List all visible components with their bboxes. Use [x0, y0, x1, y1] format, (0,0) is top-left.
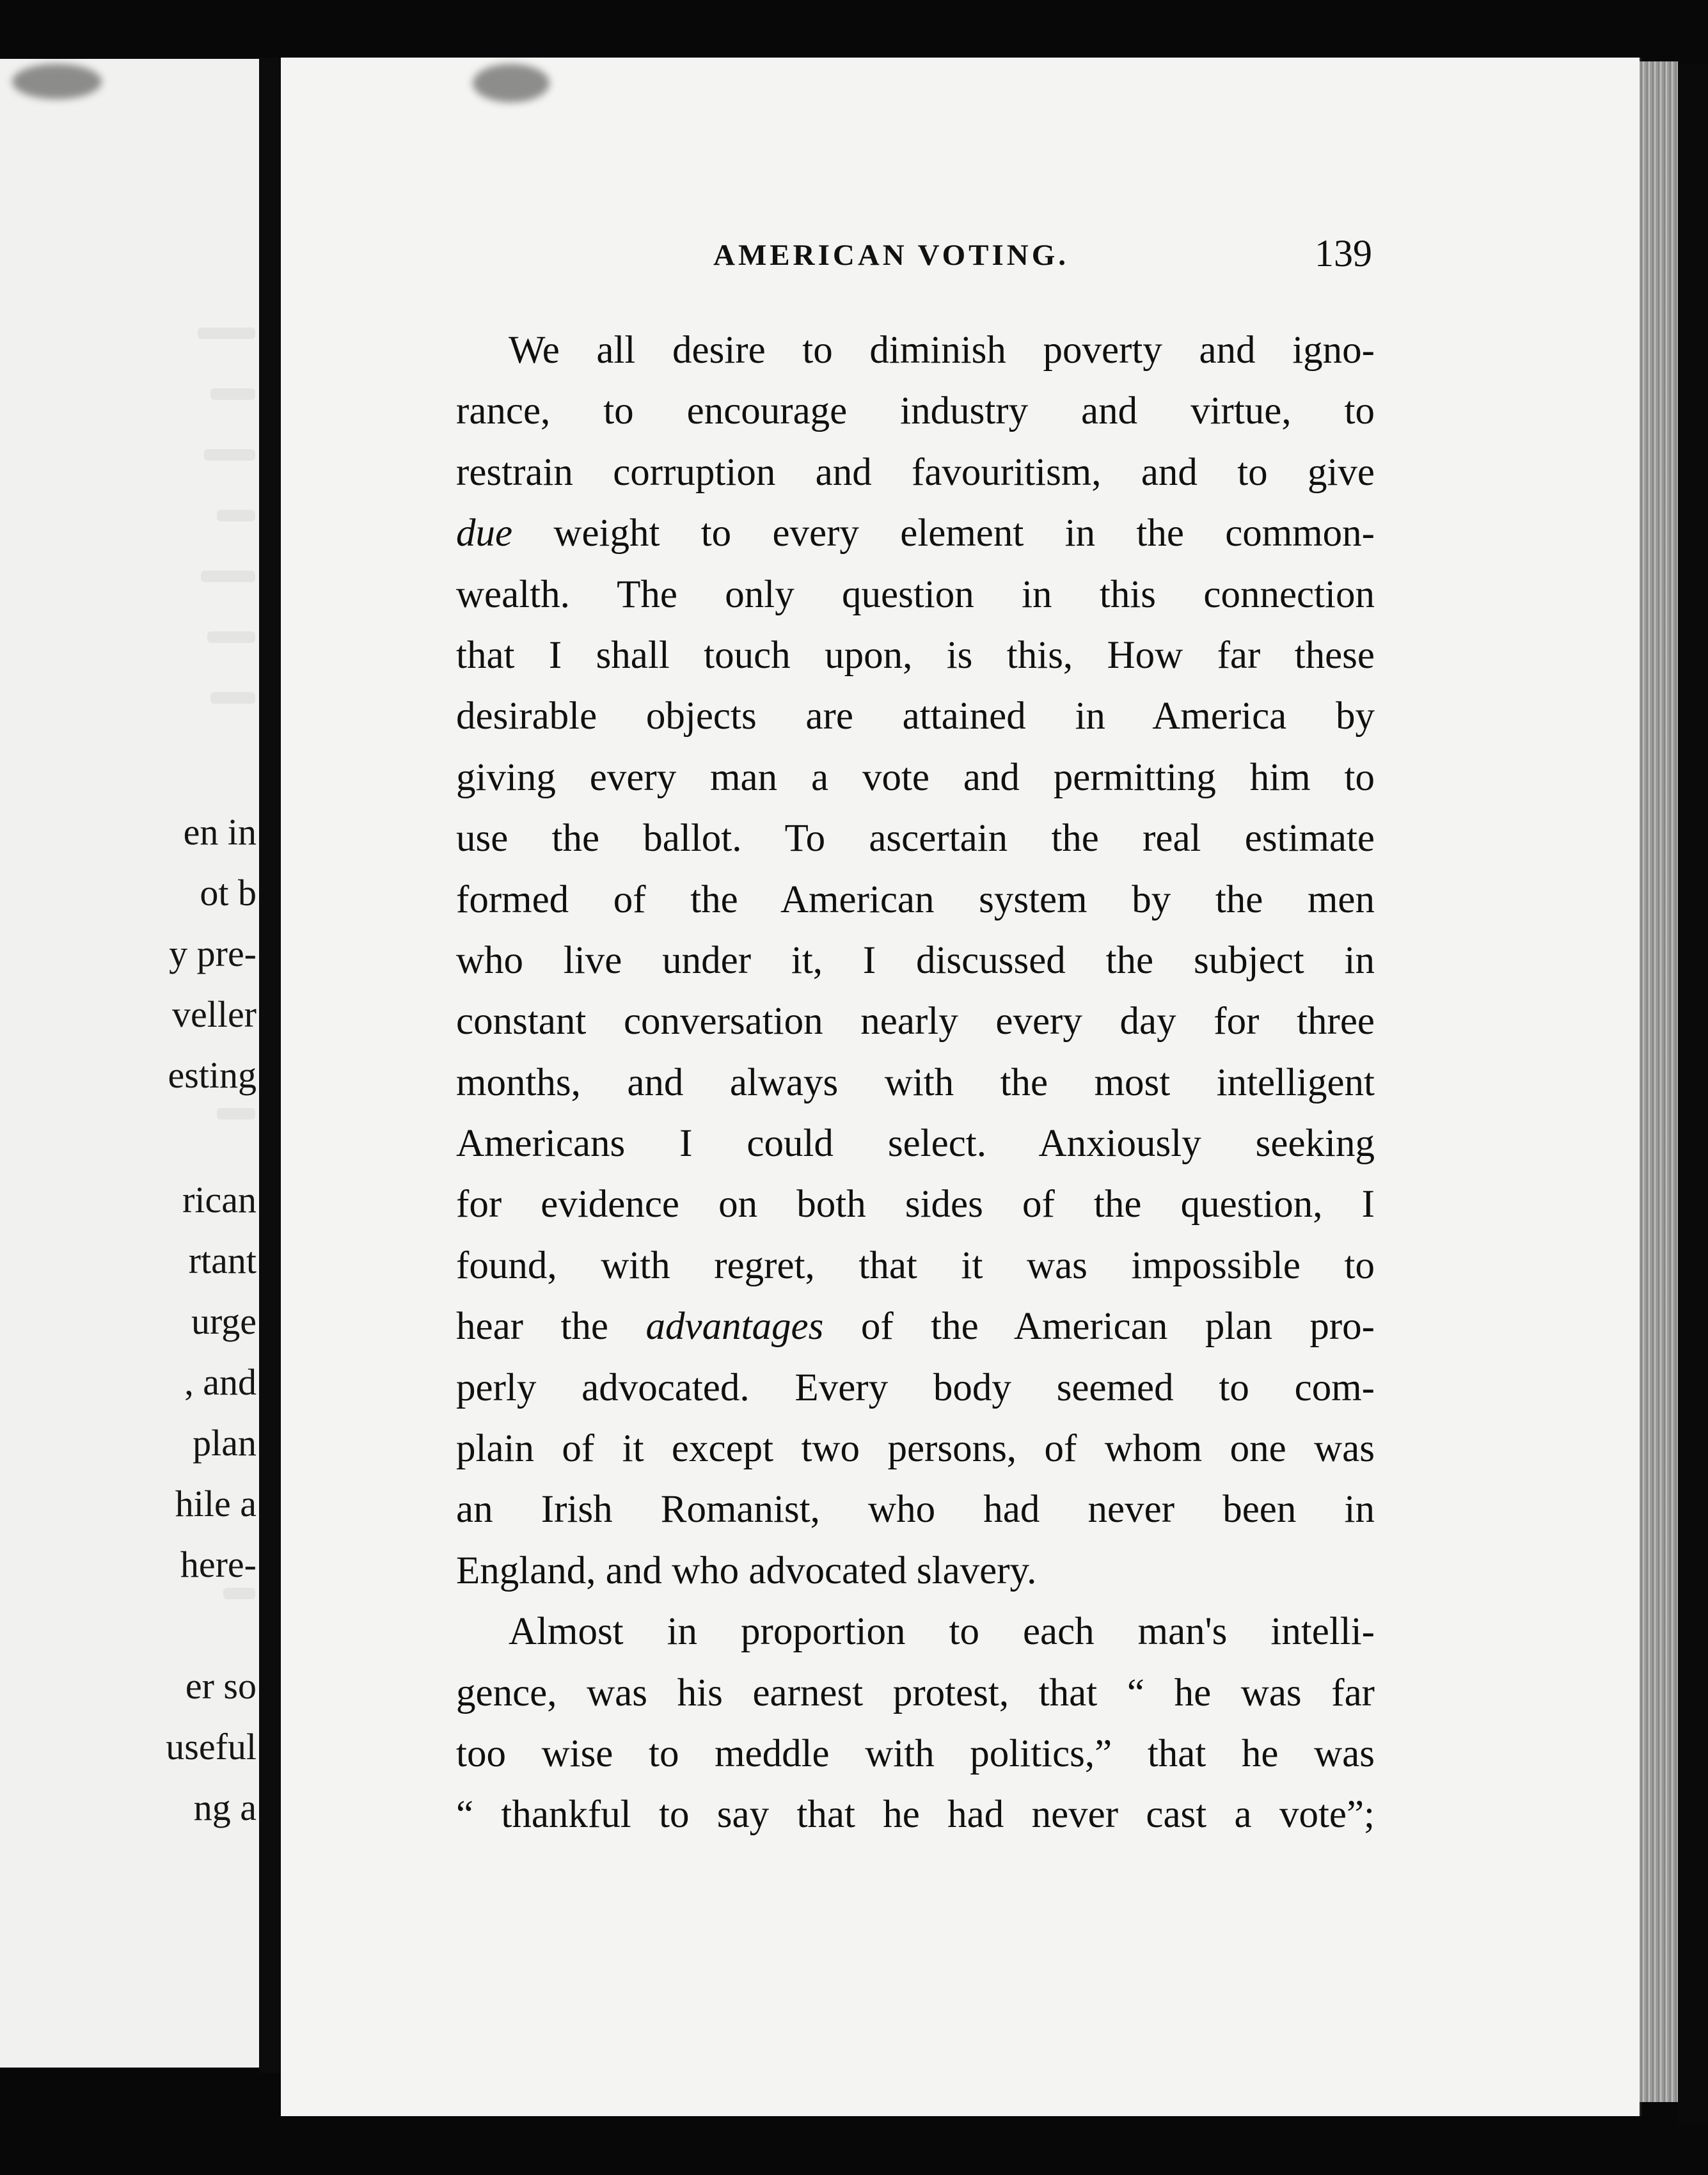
text-line: too wise to meddle with politics,” that he was — [456, 1732, 1375, 1775]
left-page-line: urge — [191, 1301, 257, 1342]
italic-word: due — [456, 512, 513, 555]
text-line: “ thankful to say that he had never cast a vote”; — [456, 1793, 1375, 1837]
text-line: constant conversation nearly every day for three — [456, 1000, 1375, 1043]
left-page-line: ng a — [193, 1787, 257, 1828]
ink-smudge — [12, 64, 102, 99]
body-text — [456, 320, 1375, 1846]
text-span: of the American plan pro- — [823, 1305, 1375, 1348]
text-line: England, and who advocated slavery. — [456, 1549, 1037, 1592]
faded-text-trace — [217, 510, 255, 521]
text-line: for evidence on both sides of the question, I — [456, 1183, 1375, 1226]
text-line: formed of the American system by the men — [456, 878, 1375, 921]
text-line: gence, was his earnest protest, that “ he was far — [456, 1671, 1375, 1714]
faded-text-trace — [210, 388, 255, 400]
scan-border — [1678, 64, 1708, 2124]
faded-text-trace — [217, 1108, 255, 1119]
page-number: 139 — [1315, 232, 1372, 274]
italic-word: advantages — [645, 1305, 824, 1348]
text-line: giving every man a vote and permitting him to — [456, 755, 1375, 799]
faded-text-trace — [207, 631, 255, 643]
faded-text-trace — [201, 571, 255, 582]
text-line: use the ballot. To ascertain the real estimate — [456, 817, 1375, 860]
text-line: who live under it, I discussed the subject in — [456, 938, 1375, 982]
page-header — [713, 232, 1372, 289]
left-page-line: here- — [180, 1544, 257, 1585]
left-page-line: hile a — [175, 1483, 257, 1524]
left-page-line: er so — [185, 1665, 257, 1707]
text-line: perly advocated. Every body seemed to com- — [456, 1366, 1375, 1409]
text-line — [456, 1296, 1375, 1357]
text-line: months, and always with the most intelligent — [456, 1061, 1375, 1104]
left-page-line: plan — [193, 1422, 257, 1464]
running-head: AMERICAN VOTING. — [713, 239, 1070, 272]
left-page-line: esting — [168, 1054, 257, 1096]
text-line — [456, 503, 1375, 564]
page-stack-edge — [1640, 61, 1678, 2102]
book-gutter — [259, 58, 281, 2073]
text-line: rance, to encourage industry and virtue, to — [456, 390, 1375, 433]
text-line: Americans I could select. Anxiously seeking — [456, 1122, 1375, 1166]
left-page-line: en in — [183, 811, 257, 853]
left-page-line: veller — [171, 993, 257, 1035]
left-page-line: useful — [166, 1726, 257, 1768]
text-line: wealth. The only question in this connection — [456, 573, 1375, 616]
text-line: restrain corruption and favouritism, and to give — [456, 450, 1375, 494]
faded-text-trace — [204, 449, 255, 461]
text-line: desirable objects are attained in America by — [456, 695, 1375, 738]
text-span: hear the — [456, 1305, 646, 1348]
text-line: Almost in proportion to each man's intelli- — [509, 1610, 1375, 1654]
text-line: We all desire to diminish poverty and igno- — [509, 329, 1375, 372]
left-page-line: y pre- — [169, 933, 257, 974]
faded-text-trace — [210, 692, 255, 704]
text-line: plain of it except two persons, of whom one was — [456, 1427, 1375, 1471]
text-line: an Irish Romanist, who had never been in — [456, 1488, 1375, 1531]
ink-smudge — [473, 64, 550, 102]
left-page-line: ot b — [200, 872, 257, 913]
text-line: that I shall touch upon, is this, How far these — [456, 633, 1375, 677]
faded-text-trace — [223, 1588, 255, 1599]
left-page-line: rtant — [188, 1240, 257, 1281]
text-line: found, with regret, that it was impossible to — [456, 1244, 1375, 1287]
text-span: weight to every element in the common- — [512, 512, 1375, 555]
faded-text-trace — [198, 328, 255, 339]
previous-page-fragment — [0, 59, 263, 2068]
left-page-line: rican — [182, 1179, 257, 1221]
left-page-line: , and — [184, 1361, 257, 1403]
